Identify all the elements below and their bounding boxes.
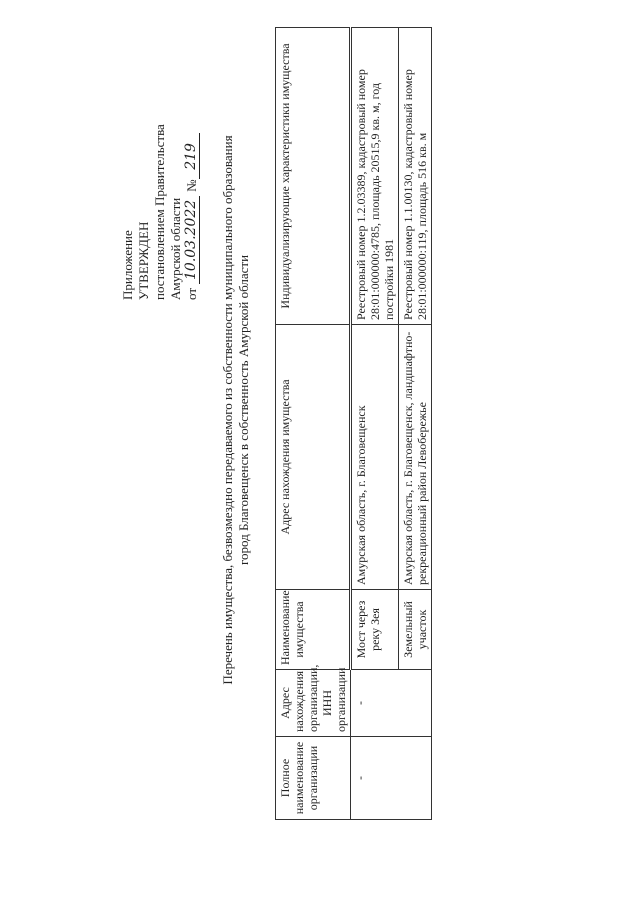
property-characteristics-cell: Реестровый номер 1.2.03389, кадастровый номер 28:01:000000:4785, площадь 20515,9 кв. м, год постройки 1981 [351, 28, 399, 325]
header-property-address: Адрес нахождения имущества [276, 325, 351, 590]
property-address-cell: Амурская область, г. Благовещенск, ландшафтно-рекреационный район Левобережье [399, 325, 432, 590]
header-property-name: Наименование имущества [276, 590, 351, 670]
date-prefix: от [184, 287, 199, 300]
title-line-1: Перечень имущества, безвозмездно передаваемого из собственности муниципального образования [220, 135, 235, 685]
appendix-label: Приложение [120, 230, 135, 300]
property-table [275, 27, 432, 820]
property-name-cell: Мост через реку Зея [351, 590, 399, 670]
resolution-label: постановлением Правительства [152, 124, 167, 300]
property-address-cell: Амурская область, г. Благовещенск [351, 325, 399, 590]
handwritten-number: 219 [184, 133, 200, 179]
date-number-line [184, 0, 200, 300]
header-org-name: Полное наименование организации [276, 737, 351, 820]
property-characteristics-cell: Реестровый номер 1.1.00130, кадастровый номер 28:01:000000:119, площадь 516 кв. м [399, 28, 432, 325]
approval-stamp [120, 0, 200, 300]
property-name-cell: Земельный участок [399, 590, 432, 670]
header-characteristics: Индивидуализирующие характеристики имущества [276, 28, 351, 325]
rotated-page-content [120, 0, 520, 820]
document-title [220, 0, 252, 820]
handwritten-date: 10.03.2022 [184, 196, 200, 284]
number-prefix: № [184, 179, 199, 192]
region-label: Амурской области [168, 197, 183, 300]
table-header-row [276, 28, 351, 820]
approved-label: УТВЕРЖДЕН [136, 221, 151, 300]
title-line-2: город Благовещенск в собственность Амурской области [236, 254, 251, 566]
org-address-cell: - [351, 670, 432, 737]
org-name-cell: - [351, 737, 432, 820]
table-row [351, 28, 399, 820]
header-org-address: Адрес нахождения организации, ИНН организации [276, 670, 351, 737]
